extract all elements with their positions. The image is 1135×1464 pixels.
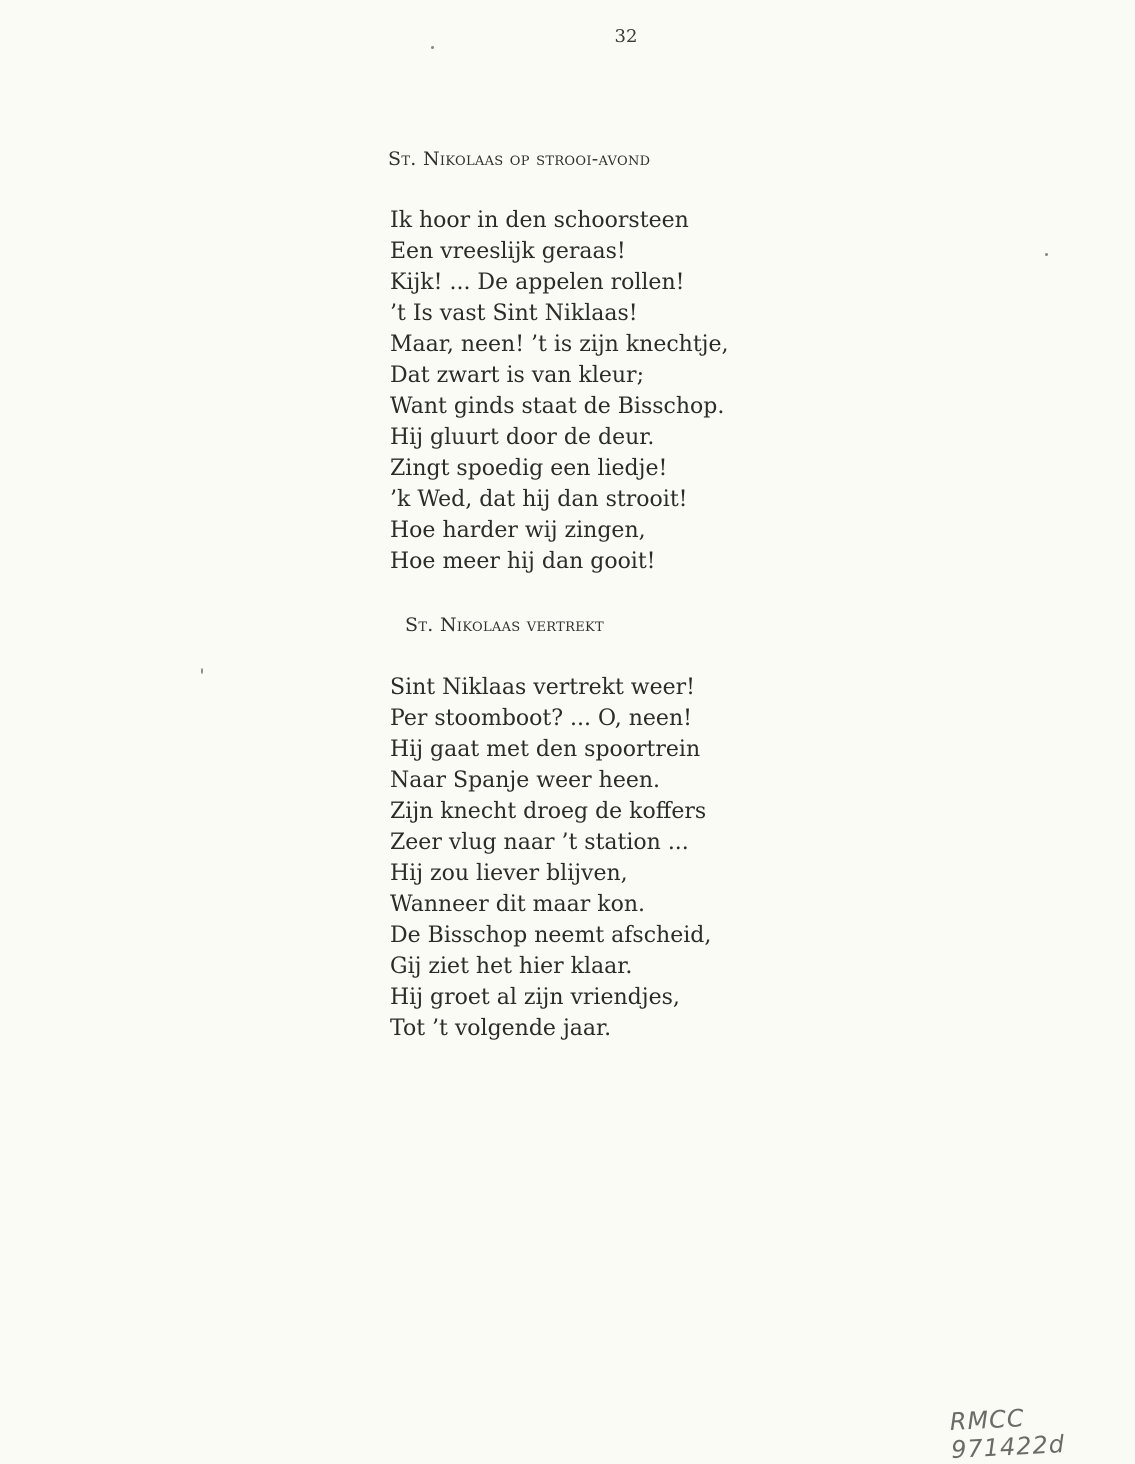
poem-line: Naar Spanje weer heen. (390, 768, 661, 793)
poem-line: Een vreeslijk geraas! (390, 239, 626, 264)
poem-title-vertrekt: St. Nikolaas vertrekt (405, 614, 604, 636)
paper-speck (201, 668, 203, 674)
poem-line: Dat zwart is van kleur; (390, 363, 644, 388)
poem-line: Hij groet al zijn vriendjes, (390, 985, 680, 1010)
poem-line: ’k Wed, dat hij dan strooit! (390, 487, 688, 512)
poem-line: Zeer vlug naar ’t station ... (390, 830, 689, 855)
poem-line: Hoe harder wij zingen, (390, 518, 646, 543)
poem-body-strooi-avond (390, 205, 729, 577)
poem-line: Tot ’t volgende jaar. (390, 1016, 612, 1041)
poem-line: Hij gaat met den spoortrein (390, 737, 701, 762)
poem-line: Hij gluurt door de deur. (390, 425, 655, 450)
poem-line: Zingt spoedig een liedje! (390, 456, 668, 481)
paper-speck (431, 46, 434, 49)
poem-line: Wanneer dit maar kon. (390, 892, 645, 917)
page-number: 32 (614, 26, 638, 47)
poem-line: De Bisschop neemt afscheid, (390, 923, 712, 948)
poem-line: Ik hoor in den schoorsteen (390, 208, 689, 233)
poem-line: Maar, neen! ’t is zijn knechtje, (390, 332, 729, 357)
poem-line: Gij ziet het hier klaar. (390, 954, 633, 979)
poem-line: Hoe meer hij dan gooit! (390, 549, 656, 574)
poem-line: ’t Is vast Sint Niklaas! (390, 301, 638, 326)
handwritten-catalog-mark: RMCC 971422d (949, 1404, 1066, 1464)
poem-line: Zijn knecht droeg de koffers (390, 799, 707, 824)
poem-line: Hij zou liever blijven, (390, 861, 628, 886)
poem-line: Kijk! ... De appelen rollen! (390, 270, 685, 295)
poem-body-vertrekt (390, 672, 711, 1044)
poem-line: Want ginds staat de Bisschop. (390, 394, 725, 419)
poem-title-strooi-avond: St. Nikolaas op strooi-avond (388, 148, 651, 170)
paper-speck (1045, 253, 1048, 256)
poem-line: Sint Niklaas vertrekt weer! (390, 675, 696, 700)
poem-line: Per stoomboot? ... O, neen! (390, 706, 692, 731)
